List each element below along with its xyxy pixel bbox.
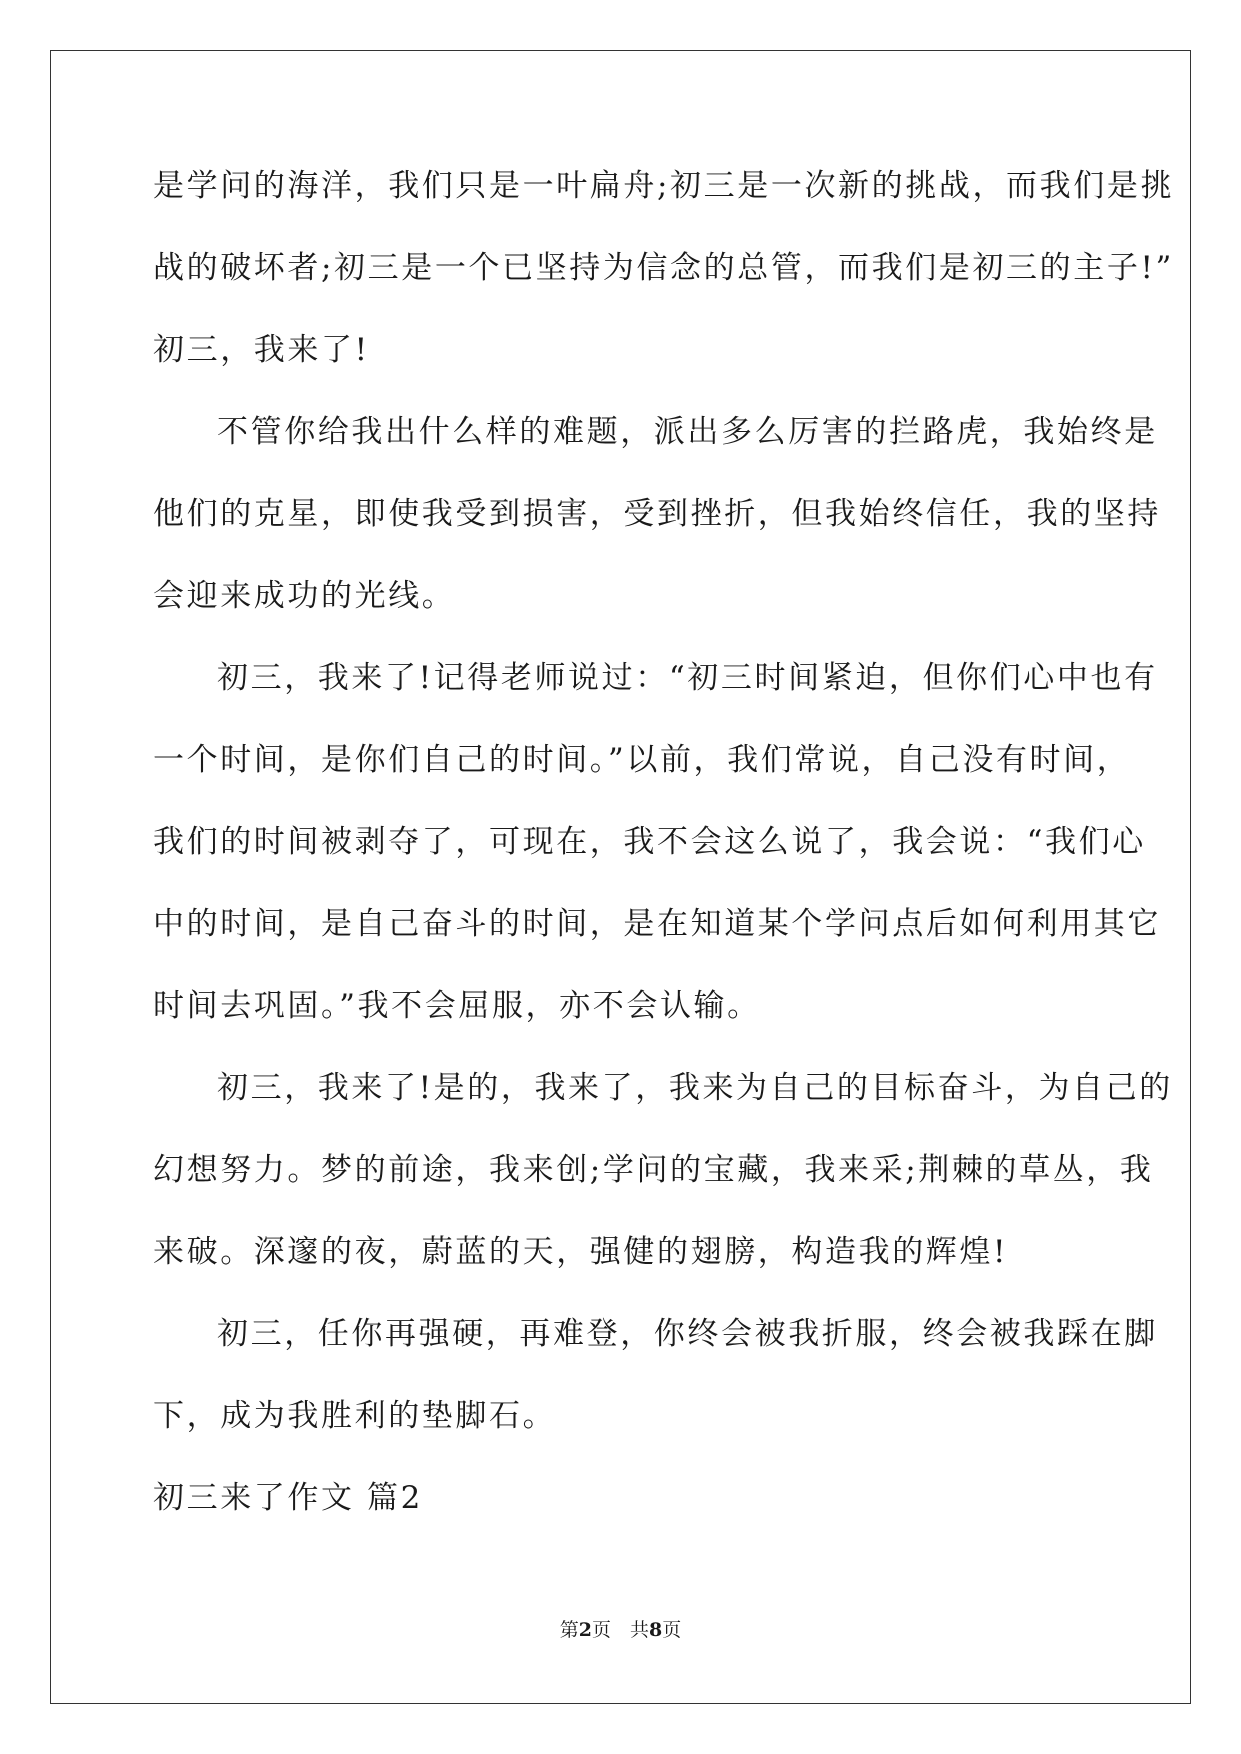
text-line: 会迎来成功的光线。 <box>153 578 456 614</box>
text-line: 幻想努力。梦的前途，我来创;学问的宝藏，我来采;荆棘的草丛，我 <box>153 1152 1154 1188</box>
text-line: 一个时间，是你们自己的时间。”以前，我们常说，自己没有时间， <box>153 742 1131 778</box>
current-page-number: 2 <box>578 1619 592 1641</box>
text-line: 时间去巩固。”我不会屈服，亦不会认输。 <box>153 988 761 1024</box>
paragraph-first-line: 初三，我来了!是的，我来了，我来为自己的目标奋斗，为自己的 <box>217 1070 1173 1106</box>
paragraph-first-line: 不管你给我出什么样的难题，派出多么厉害的拦路虎，我始终是 <box>217 414 1158 450</box>
page-number-footer <box>0 1615 1241 1642</box>
document-body <box>153 162 1175 1556</box>
text-line: 中的时间，是自己奋斗的时间，是在知道某个学问点后如何利用其它 <box>153 906 1161 942</box>
footer-middle: 页 共 <box>591 1619 649 1641</box>
paragraph-first-line: 初三，我来了!记得老师说过：“初三时间紧迫，但你们心中也有 <box>217 660 1158 696</box>
text-line: 来破。深邃的夜，蔚蓝的天，强健的翅膀，构造我的辉煌! <box>153 1234 1009 1270</box>
footer-suffix: 页 <box>662 1619 682 1641</box>
text-line: 我们的时间被剥夺了，可现在，我不会这么说了，我会说：“我们心 <box>153 824 1146 860</box>
section-heading: 初三来了作文 篇2 <box>153 1480 423 1516</box>
text-line: 战的破坏者;初三是一个已坚持为信念的总管，而我们是初三的主子!” <box>153 250 1174 286</box>
footer-prefix: 第 <box>559 1619 579 1641</box>
paragraph-first-line: 初三，任你再强硬，再难登，你终会被我折服，终会被我踩在脚 <box>217 1316 1158 1352</box>
total-page-count: 8 <box>649 1619 663 1641</box>
text-line: 初三，我来了! <box>153 332 370 368</box>
text-line: 下，成为我胜利的垫脚石。 <box>153 1398 557 1434</box>
text-line: 是学问的海洋，我们只是一叶扁舟;初三是一次新的挑战，而我们是挑 <box>153 168 1175 204</box>
text-line: 他们的克星，即使我受到损害，受到挫折，但我始终信任，我的坚持 <box>153 496 1161 532</box>
